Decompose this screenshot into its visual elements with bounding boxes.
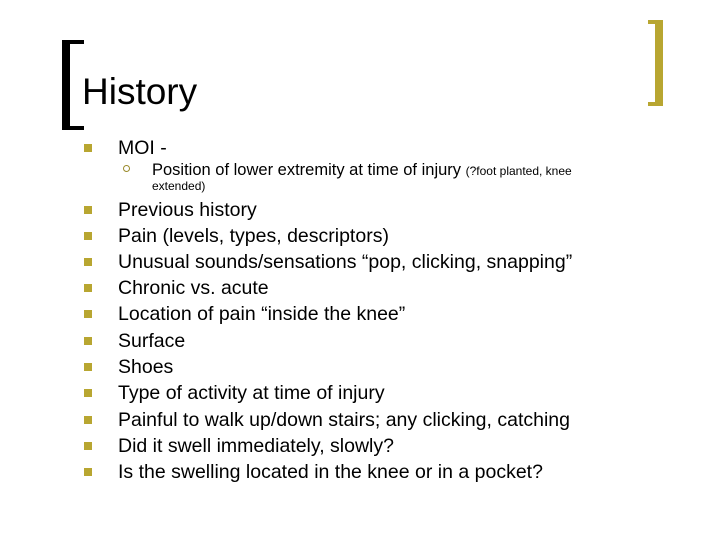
square-bullet-icon bbox=[84, 442, 92, 450]
sub-item-note-continued: extended) bbox=[152, 179, 206, 193]
square-bullet-icon bbox=[84, 144, 92, 152]
list-item: Chronic vs. acute bbox=[118, 277, 269, 299]
list-item: Is the swelling located in the knee or in a pocket? bbox=[118, 461, 543, 483]
list-item: Type of activity at time of injury bbox=[118, 382, 385, 404]
sub-item-main: Position of lower extremity at time of injury bbox=[152, 161, 462, 179]
square-bullet-icon bbox=[84, 389, 92, 397]
list-item: Previous history bbox=[118, 199, 257, 221]
list-item: Shoes bbox=[118, 356, 174, 378]
sub-list-item bbox=[152, 160, 672, 181]
square-bullet-icon bbox=[84, 416, 92, 424]
square-bullet-icon bbox=[84, 258, 92, 266]
slide-title: History bbox=[82, 71, 198, 112]
list-item: Pain (levels, types, descriptors) bbox=[118, 225, 389, 247]
square-bullet-icon bbox=[84, 206, 92, 214]
square-bullet-icon bbox=[84, 468, 92, 476]
list-item: Did it swell immediately, slowly? bbox=[118, 435, 394, 457]
square-bullet-icon bbox=[84, 310, 92, 318]
square-bullet-icon bbox=[84, 363, 92, 371]
square-bullet-icon bbox=[84, 232, 92, 240]
list-item: MOI - bbox=[118, 137, 167, 159]
list-item: Unusual sounds/sensations “pop, clicking, snapping” bbox=[118, 251, 573, 273]
sub-item-note: (?foot planted, knee bbox=[465, 164, 572, 178]
list-item: Painful to walk up/down stairs; any clicking, catching bbox=[118, 409, 570, 431]
square-bullet-icon bbox=[84, 337, 92, 345]
square-bullet-icon bbox=[84, 284, 92, 292]
list-item: Location of pain “inside the knee” bbox=[118, 303, 406, 325]
circle-bullet-icon bbox=[123, 165, 130, 172]
list-item: Surface bbox=[118, 330, 186, 352]
